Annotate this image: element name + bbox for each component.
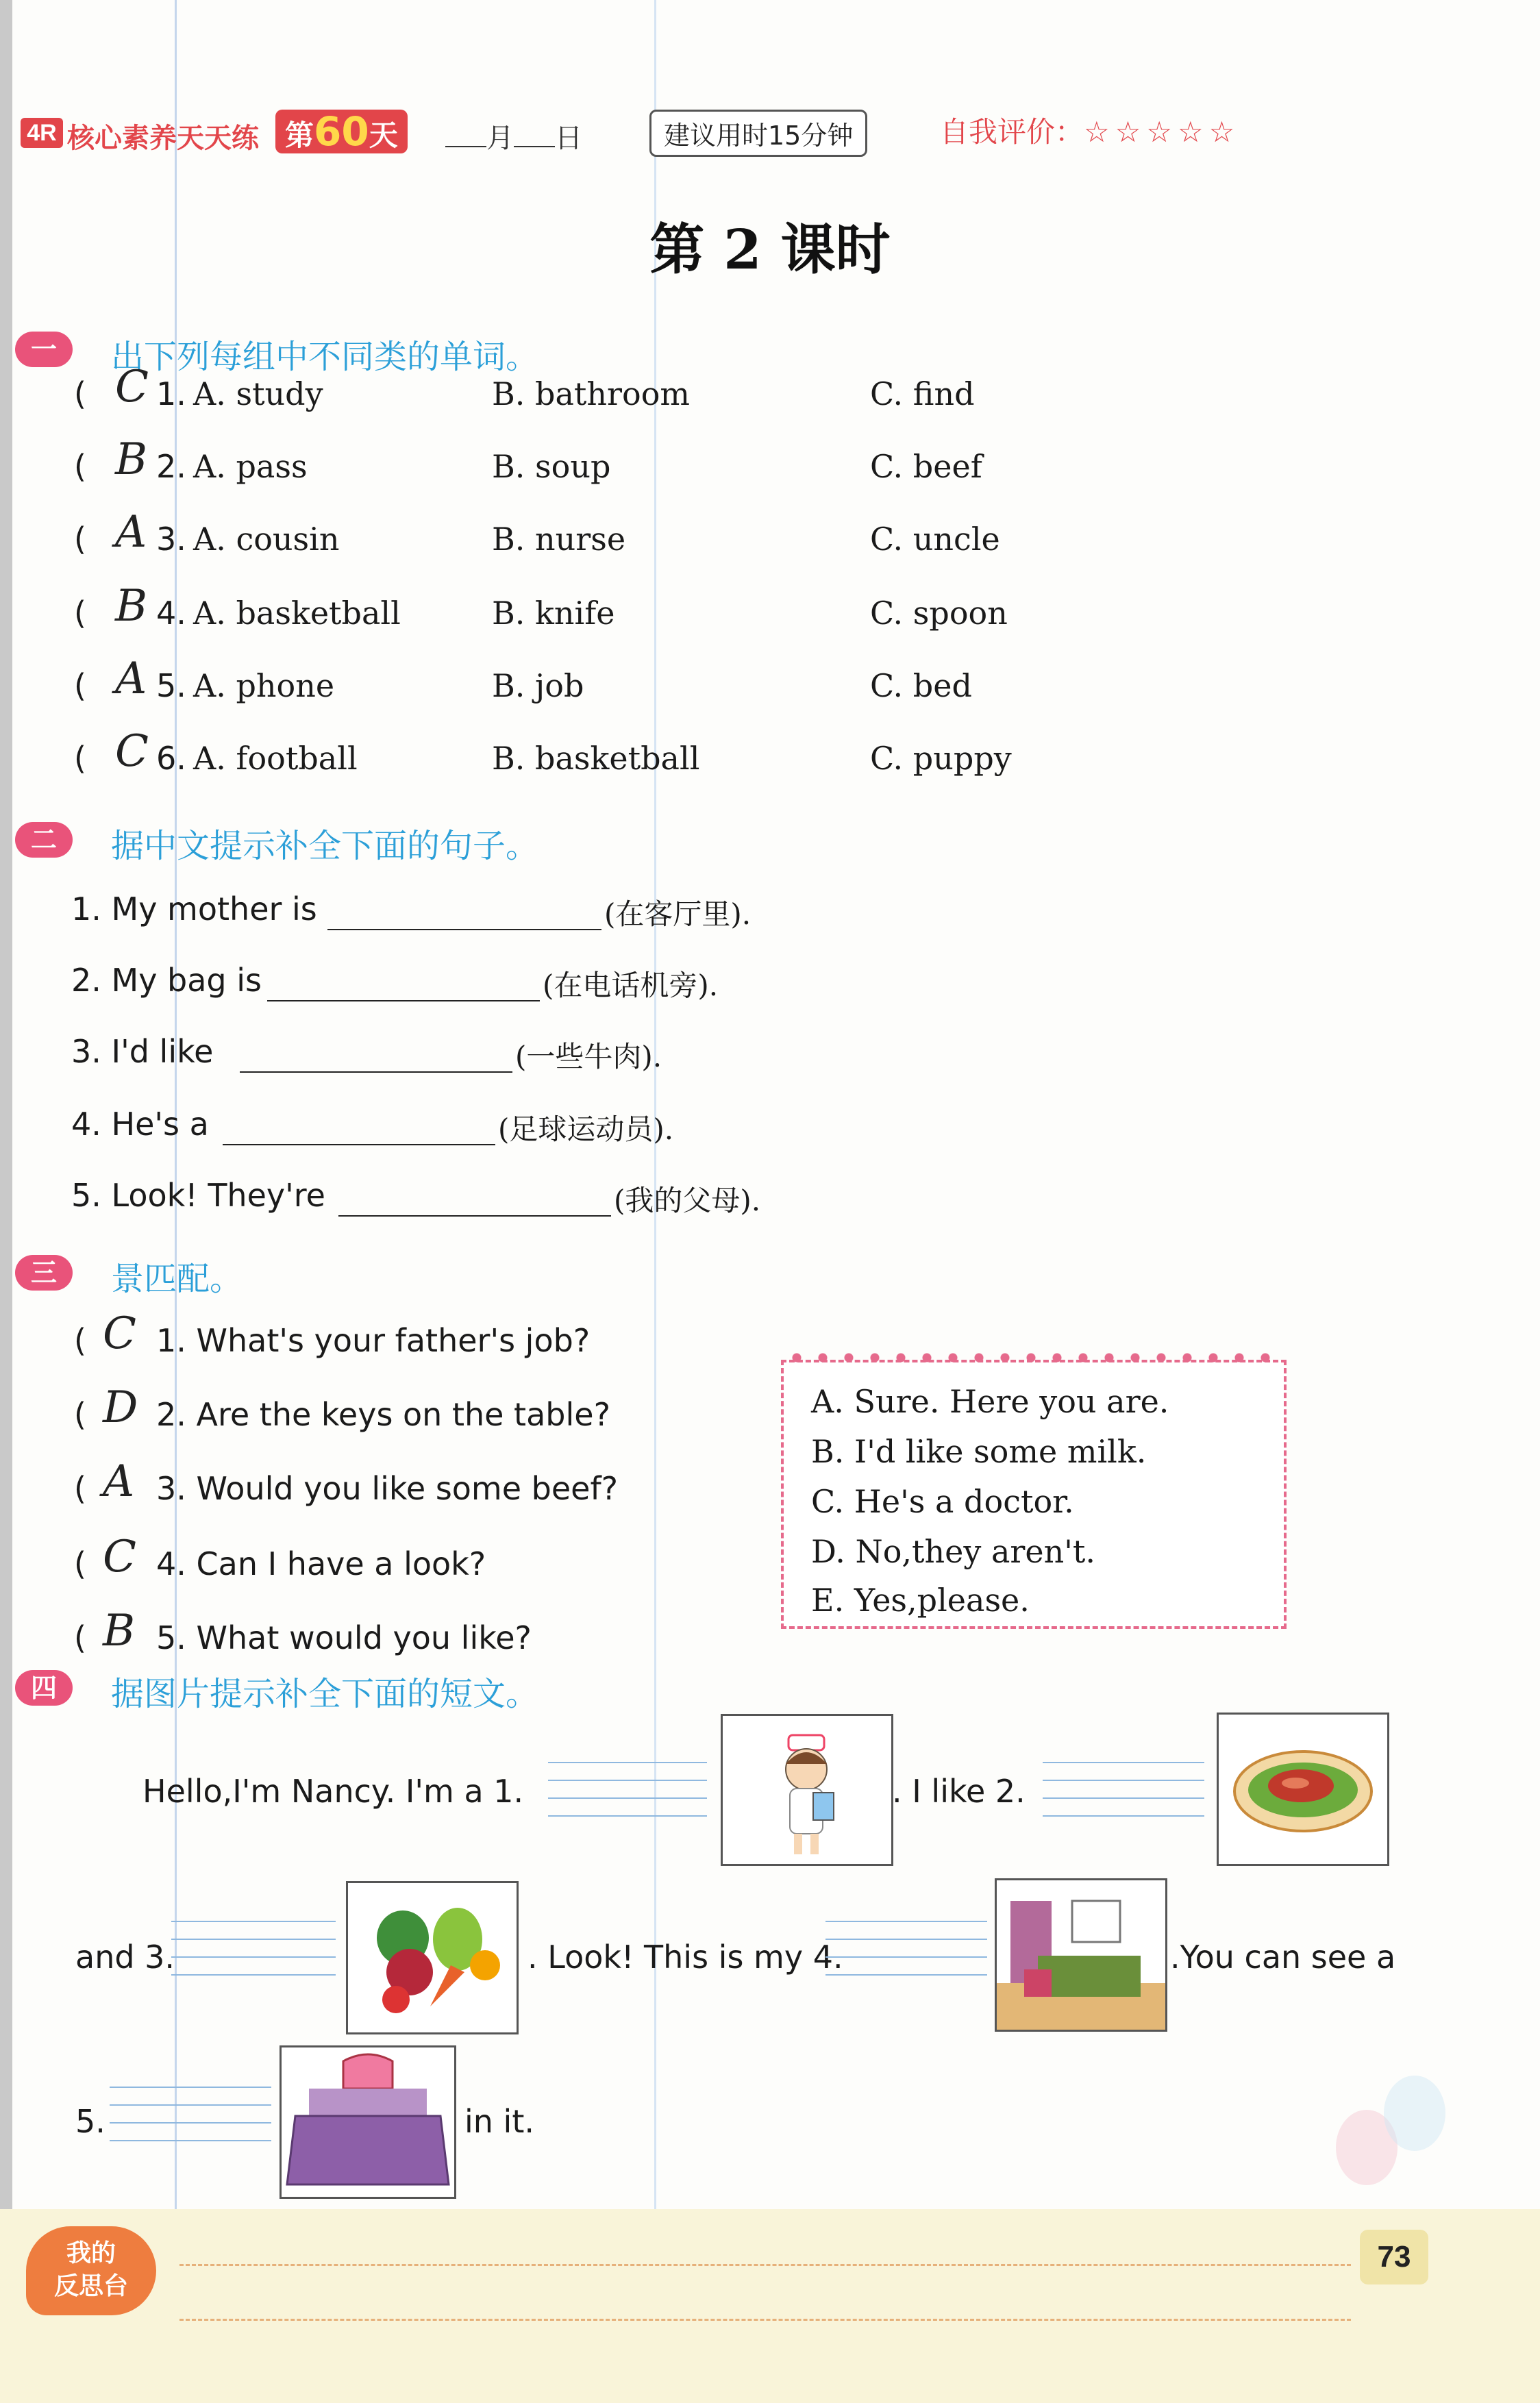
section-3-title: 景匹配。 bbox=[111, 1260, 243, 1298]
handwritten-answer: A bbox=[115, 653, 147, 704]
question-text: 5. What would you like? bbox=[156, 1619, 532, 1656]
handwritten-answer: D bbox=[103, 1382, 138, 1433]
steak-picture bbox=[1217, 1713, 1389, 1866]
option-b: B. nurse bbox=[492, 521, 626, 558]
match-option: C. He's a doctor. bbox=[811, 1483, 1074, 1520]
option-c: C. bed bbox=[870, 667, 972, 704]
section-4-badge: 四 bbox=[15, 1670, 73, 1706]
vegetables-picture bbox=[346, 1881, 519, 2034]
spiral-binding-icon bbox=[784, 1347, 1284, 1368]
chinese-hint: (我的父母). bbox=[614, 1184, 761, 1217]
handwritten-answer: A bbox=[115, 507, 147, 558]
option-a: A. study bbox=[193, 375, 323, 412]
passage-text: . Look! This is my 4. bbox=[527, 1939, 843, 1976]
bedroom-picture bbox=[995, 1878, 1167, 2032]
section-3-badge: 三 bbox=[15, 1255, 73, 1291]
answer-bracket[interactable]: ( bbox=[74, 667, 86, 704]
section-2-title: 据中文提示补全下面的句子。 bbox=[111, 827, 539, 865]
option-a: A. football bbox=[193, 740, 358, 777]
binding-strip bbox=[0, 0, 12, 2403]
sentence-text: 2. My bag is bbox=[71, 962, 262, 999]
chinese-hint: (一些牛肉). bbox=[515, 1040, 662, 1073]
footer bbox=[0, 2209, 1540, 2403]
passage-text: and 3. bbox=[75, 1939, 175, 1976]
question-text: 2. Are the keys on the table? bbox=[156, 1396, 610, 1433]
option-c: C. puppy bbox=[870, 740, 1012, 777]
bed-picture bbox=[280, 2045, 456, 2199]
handwritten-answer: A bbox=[103, 1456, 135, 1507]
option-a: A. phone bbox=[193, 667, 335, 704]
question-number: 2. bbox=[156, 448, 186, 485]
chinese-hint: (足球运动员). bbox=[498, 1112, 674, 1146]
sentence-text: 1. My mother is bbox=[71, 891, 317, 927]
answer-blank[interactable] bbox=[240, 1071, 512, 1073]
answer-bracket[interactable]: ( bbox=[74, 521, 86, 558]
match-options-box bbox=[781, 1360, 1287, 1629]
answer-blank[interactable] bbox=[327, 929, 601, 930]
question-number: 3. bbox=[156, 521, 186, 558]
handwritten-answer: C bbox=[115, 362, 149, 412]
option-a: A. cousin bbox=[193, 521, 340, 558]
option-b: B. bathroom bbox=[492, 375, 691, 412]
passage-text: 5. bbox=[75, 2103, 105, 2140]
day-badge: 第60天 bbox=[275, 110, 408, 153]
match-option: E. Yes,please. bbox=[811, 1582, 1030, 1619]
question-number: 4. bbox=[156, 595, 186, 632]
answer-bracket[interactable]: ( bbox=[74, 1619, 86, 1656]
passage-text: .You can see a bbox=[1170, 1939, 1396, 1976]
handwritten-answer: B bbox=[115, 581, 148, 632]
lesson-title: 第 2 课时 bbox=[649, 217, 891, 282]
series-title: 核心素养天天练 bbox=[67, 123, 259, 154]
question-number: 1. bbox=[156, 375, 186, 412]
answer-bracket[interactable]: ( bbox=[74, 1470, 86, 1507]
answer-bracket[interactable]: ( bbox=[74, 1322, 86, 1359]
handwritten-answer: C bbox=[103, 1308, 136, 1359]
time-suggestion: 建议用时15分钟 bbox=[649, 110, 867, 157]
question-text: 4. Can I have a look? bbox=[156, 1545, 486, 1582]
option-c: C. find bbox=[870, 375, 975, 412]
answer-bracket[interactable]: ( bbox=[74, 375, 86, 412]
nurse-picture bbox=[721, 1714, 893, 1866]
match-option: D. No,they aren't. bbox=[811, 1533, 1096, 1570]
answer-bracket[interactable]: ( bbox=[74, 595, 86, 632]
sentence-text: 4. He's a bbox=[71, 1106, 209, 1143]
option-c: C. beef bbox=[870, 448, 982, 485]
sentence-text: 5. Look! They're bbox=[71, 1177, 325, 1214]
match-option: B. I'd like some milk. bbox=[811, 1433, 1147, 1470]
series-logo: 4R bbox=[21, 118, 63, 148]
answer-blank-3[interactable] bbox=[171, 1904, 336, 1976]
answer-blank-5[interactable] bbox=[110, 2070, 271, 2141]
handwritten-answer: C bbox=[103, 1532, 136, 1582]
answer-bracket[interactable]: ( bbox=[74, 448, 86, 485]
handwritten-answer: B bbox=[115, 434, 148, 485]
section-1-title: 出下列每组中不同类的单词。 bbox=[111, 338, 539, 376]
option-c: C. spoon bbox=[870, 595, 1008, 632]
answer-blank[interactable] bbox=[338, 1215, 611, 1217]
option-a: A. pass bbox=[193, 448, 308, 485]
answer-blank-4[interactable] bbox=[825, 1904, 987, 1976]
question-number: 5. bbox=[156, 667, 186, 704]
option-a: A. basketball bbox=[193, 595, 401, 632]
page-number: 73 bbox=[1360, 2230, 1428, 2284]
answer-blank[interactable] bbox=[267, 1000, 540, 1001]
date-field[interactable]: 月 日 bbox=[445, 116, 582, 155]
passage-text: in it. bbox=[464, 2103, 534, 2140]
answer-blank-1[interactable] bbox=[548, 1745, 707, 1817]
question-number: 6. bbox=[156, 740, 186, 777]
answer-blank-2[interactable] bbox=[1043, 1745, 1204, 1817]
passage-text: Hello,I'm Nancy. I'm a 1. bbox=[142, 1773, 524, 1810]
question-text: 1. What's your father's job? bbox=[156, 1322, 591, 1359]
sentence-text: 3. I'd like bbox=[71, 1033, 214, 1070]
balloon-icon bbox=[1384, 2076, 1445, 2151]
section-1-badge: 一 bbox=[15, 332, 73, 367]
passage-text: . I like 2. bbox=[892, 1773, 1026, 1810]
match-option: A. Sure. Here you are. bbox=[811, 1383, 1169, 1420]
star-rating-icon: ☆☆☆☆☆ bbox=[1084, 115, 1241, 149]
option-c: C. uncle bbox=[870, 521, 1000, 558]
option-b: B. knife bbox=[492, 595, 615, 632]
self-evaluation[interactable]: 自我评价：☆☆☆☆☆ bbox=[940, 115, 1241, 149]
handwritten-answer: C bbox=[115, 726, 149, 777]
chinese-hint: (在客厅里). bbox=[604, 897, 752, 931]
question-text: 3. Would you like some beef? bbox=[156, 1470, 619, 1507]
option-b: B. basketball bbox=[492, 740, 700, 777]
option-b: B. job bbox=[492, 667, 584, 704]
chinese-hint: (在电话机旁). bbox=[543, 969, 719, 1002]
reflection-badge: 我的 反思台 bbox=[26, 2226, 156, 2315]
answer-bracket[interactable]: ( bbox=[74, 1545, 86, 1582]
option-b: B. soup bbox=[492, 448, 611, 485]
handwritten-answer: B bbox=[103, 1606, 136, 1656]
answer-blank[interactable] bbox=[223, 1144, 495, 1145]
section-4-title: 据图片提示补全下面的短文。 bbox=[111, 1675, 539, 1713]
reflection-line[interactable] bbox=[179, 2264, 1351, 2266]
answer-bracket[interactable]: ( bbox=[74, 1396, 86, 1433]
section-2-badge: 二 bbox=[15, 822, 73, 858]
reflection-line[interactable] bbox=[179, 2319, 1351, 2321]
answer-bracket[interactable]: ( bbox=[74, 740, 86, 777]
